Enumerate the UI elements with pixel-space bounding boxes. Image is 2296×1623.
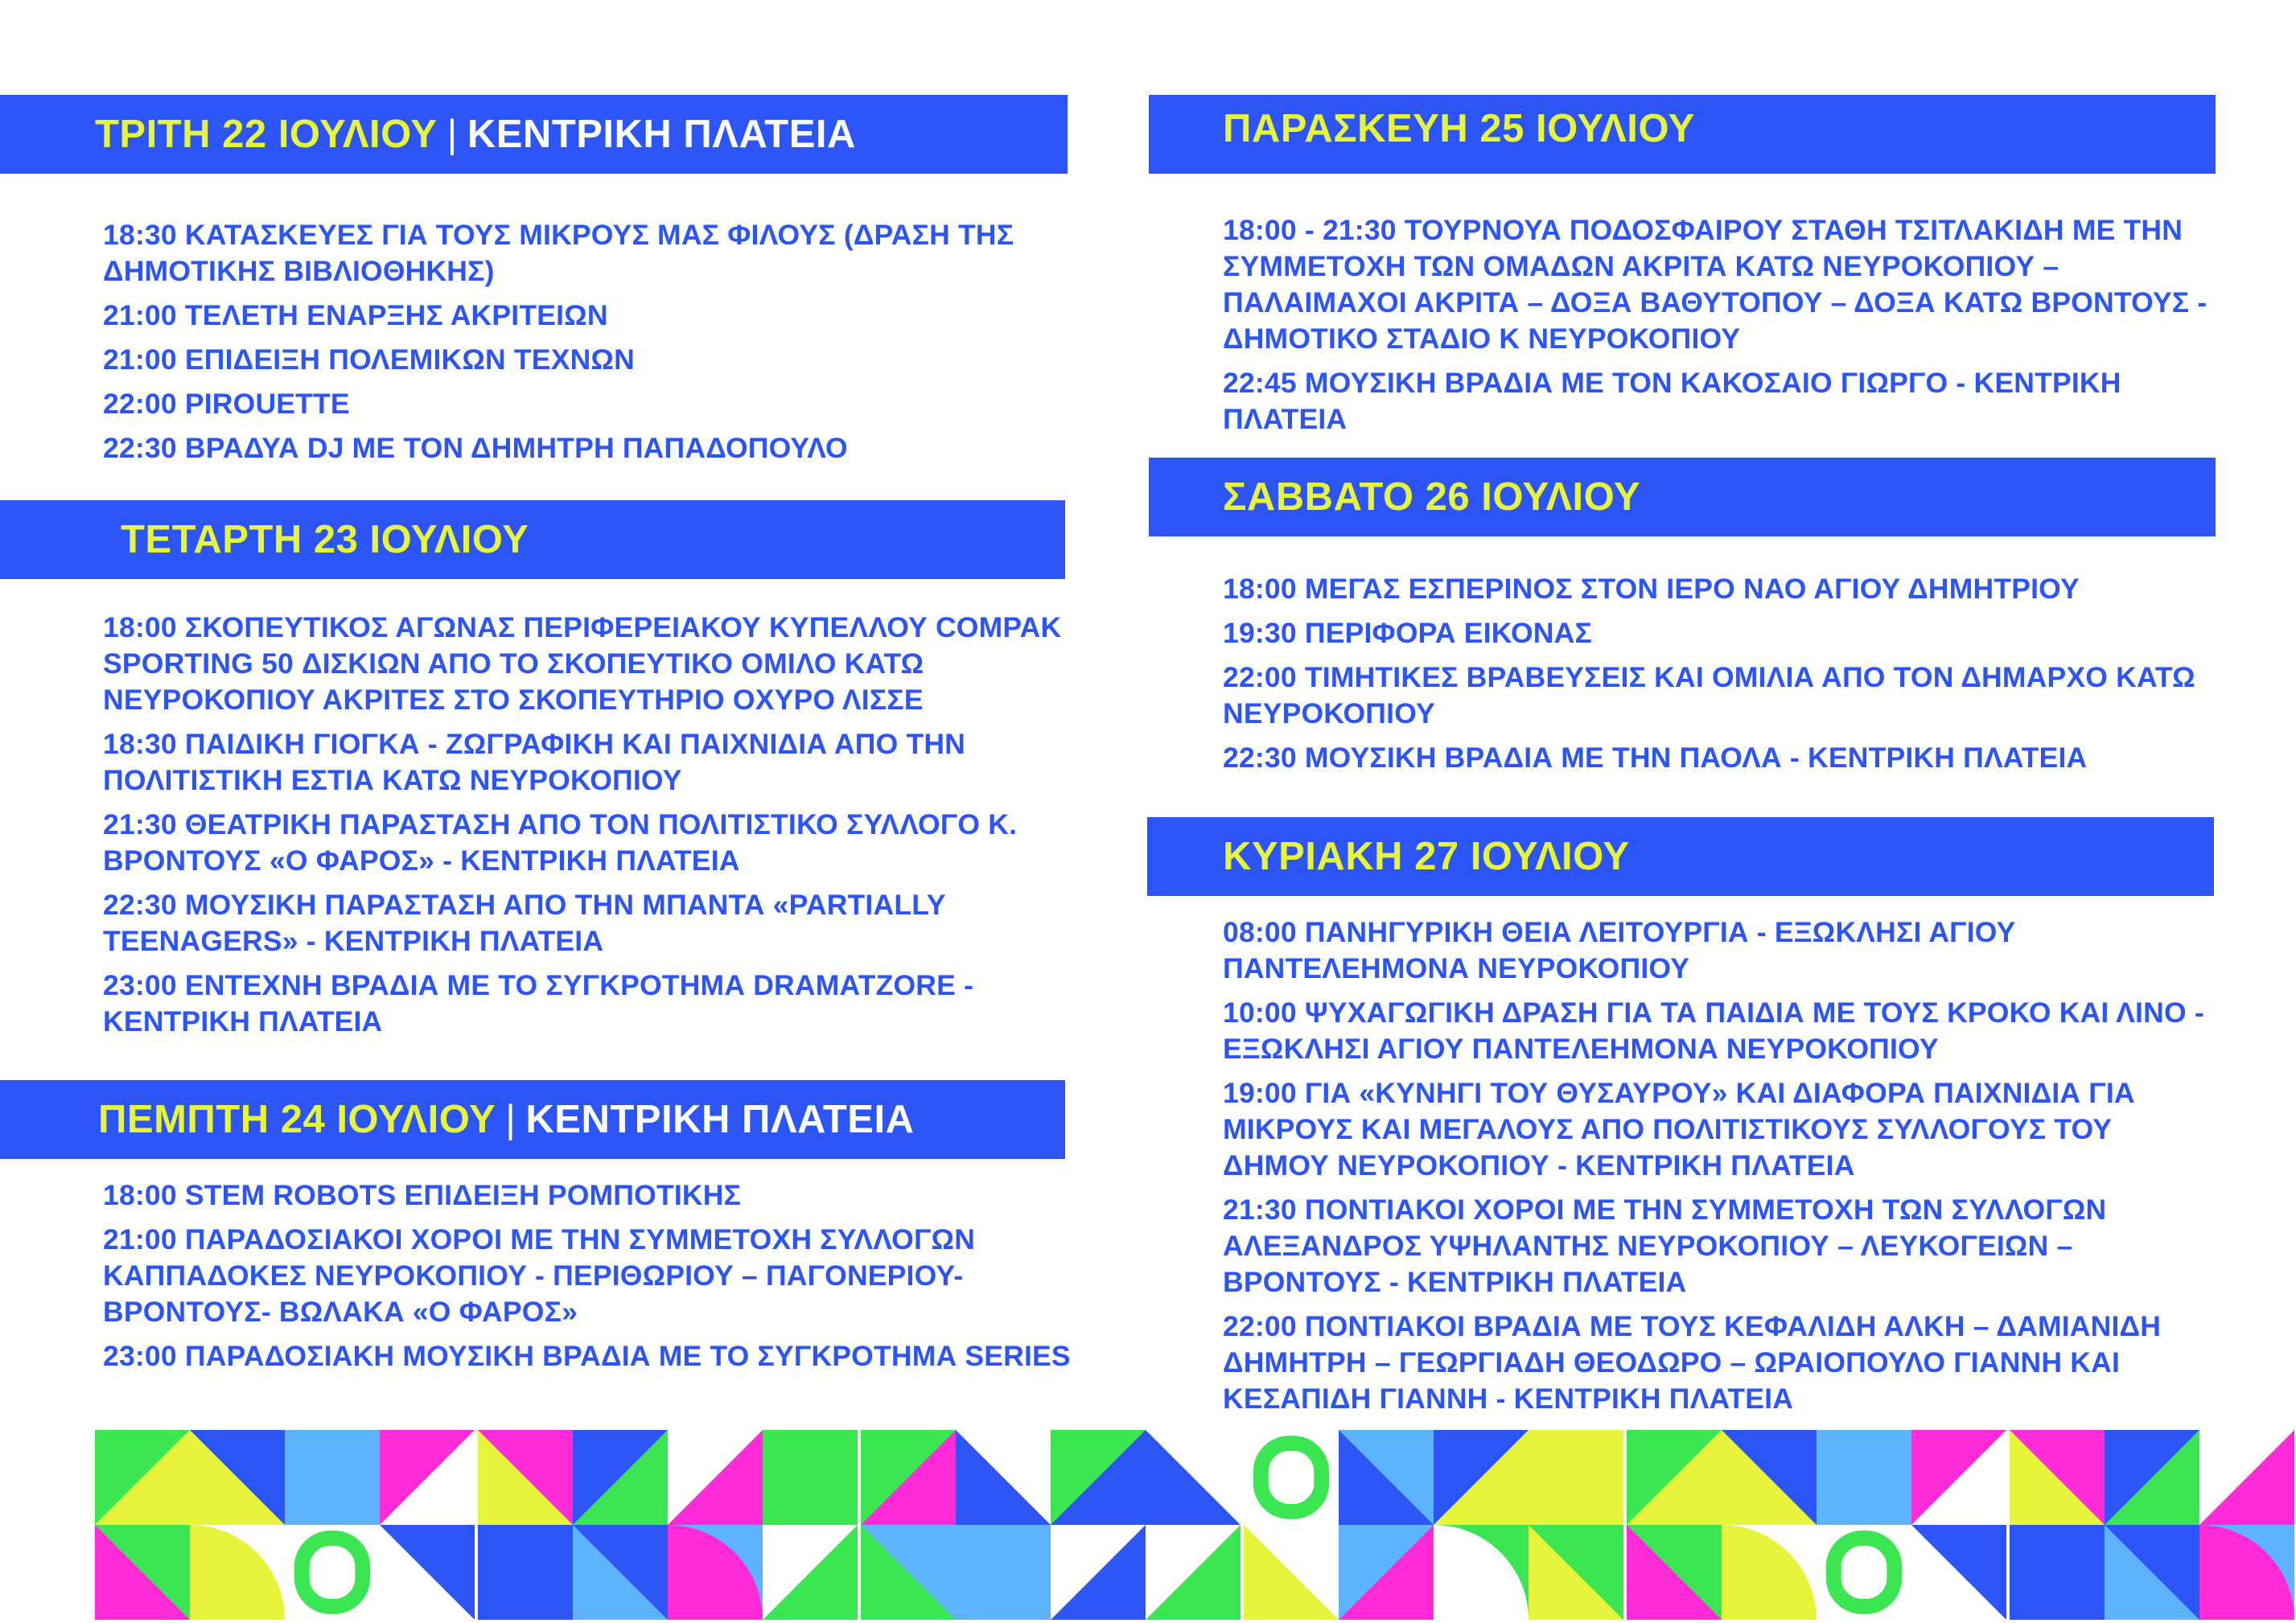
pattern-tile <box>285 1525 380 1620</box>
day-label: ΤΡΙΤΗ 22 ΙΟΥΛΙΟΥ <box>95 113 438 156</box>
pattern-tile <box>478 1430 573 1525</box>
pattern-tile <box>1722 1430 1817 1525</box>
list-item: 08:00 ΠΑΝΗΓΥΡΙΚΗ ΘΕΙΑ ΛΕΙΤΟΥΡΓΙΑ - ΕΞΩΚΛΗΣΙ ΑΓΙΟΥ ΠΑΝΤΕΛΕΗΜΟΝΑ ΝΕΥΡΟΚΟΠΙΟΥ <box>1223 916 2016 984</box>
pattern-tile <box>1339 1430 1434 1525</box>
list-item: 18:00 ΣΚΟΠΕΥΤΙΚΟΣ ΑΓΩΝΑΣ ΠΕΡΙΦΕΡΕΙΑΚΟΥ ΚΥΠΕΛΛΟΥ COMPAK SPORTING 50 ΔΙΣΚΙΩΝ ΑΠΟ ΤΟ ΣΚΟΠΕΥΤΙΚΟ ΟΜΙΛΟ ΚΑΤΩ ΝΕΥΡΟΚΟΠΙΟΥ ΑΚΡΙΤΕΣ ΣΤΟ ΣΚΟΠΕΥΤΗΡΙΟ ΟΧΥΡΟ ΛΙΣΣΕ <box>103 611 1062 716</box>
list-item: 21:30 ΘΕΑΤΡΙΚΗ ΠΑΡΑΣΤΑΣΗ ΑΠΟ ΤΟΝ ΠΟΛΙΤΙΣΤΙΚΟ ΣΥΛΛΟΓΟ Κ. ΒΡΟΝΤΟΥΣ «Ο ΦΑΡΟΣ» - ΚΕΝΤΡΙΚΗ ΠΛΑΤΕΙΑ <box>103 808 1018 877</box>
day-header-thursday <box>0 1080 1065 1159</box>
pattern-tile <box>2105 1525 2199 1620</box>
pattern-tile <box>573 1525 668 1620</box>
list-item: 21:00 ΤΕΛΕΤΗ ΕΝΑΡΞΗΣ ΑΚΡΙΤΕΙΩΝ <box>103 299 608 331</box>
list-item: 10:00 ΨΥΧΑΓΩΓΙΚΗ ΔΡΑΣΗ ΓΙΑ ΤΑ ΠΑΙΔΙΑ ΜΕ ΤΟΥΣ ΚΡΟΚΟ ΚΑΙ ΛΙΝΟ - ΕΞΩΚΛΗΣΙ ΑΓΙΟΥ ΠΑΝΤΕΛΕΗΜΟΝΑ ΝΕΥΡΟΚΟΠΙΟΥ <box>1223 996 2204 1065</box>
pattern-tile <box>2010 1525 2105 1620</box>
pattern-tile <box>1051 1430 1146 1525</box>
venue-label: ΚΕΝΤΡΙΚΗ ΠΛΑΤΕΙΑ <box>525 1098 915 1141</box>
pattern-tile <box>1722 1525 1817 1620</box>
list-item: 22:00 ΠΟΝΤΙΑΚΟΙ ΒΡΑΔΙΑ ΜΕ ΤΟΥΣ ΚΕΦΑΛΙΔΗ ΑΛΚΗ – ΔΑΜΙΑΝΙΔΗ ΔΗΜΗΤΡΗ – ΓΕΩΡΓΙΑΔΗ ΘΕΟΔΩΡΟ – ΩΡΑΙΟΠΟΥΛΟ ΓΙΑΝΝΗ ΚΑΙ ΚΕΣΑΠΙΔΗ ΓΙΑΝΝΗ - ΚΕΝΤΡΙΚΗ ΠΛΑΤΕΙΑ <box>1223 1310 2162 1415</box>
list-item: 22:30 ΜΟΥΣΙΚΗ ΒΡΑΔΙΑ ΜΕ ΤΗΝ ΠΑΟΛΑ - ΚΕΝΤΡΙΚΗ ΠΛΑΤΕΙΑ <box>1223 742 2088 774</box>
pattern-tile <box>478 1525 573 1620</box>
pattern-tile <box>2105 1430 2199 1525</box>
pattern-tile <box>95 1430 190 1525</box>
day-label: ΤΕΤΑΡΤΗ 23 ΙΟΥΛΙΟΥ <box>121 518 529 561</box>
list-item: 21:00 ΠΑΡΑΔΟΣΙΑΚΟΙ ΧΟΡΟΙ ΜΕ ΤΗΝ ΣΥΜΜΕΤΟΧΗ ΣΥΛΛΟΓΩΝ ΚΑΠΠΑΔΟΚΕΣ ΝΕΥΡΟΚΟΠΙΟΥ - ΠΕΡΙΘΩΡΙΟΥ – ΠΑΓΟΝΕΡΙΟΥ- ΒΡΟΝΤΟΥΣ- ΒΩΛΑΚΑ «Ο ΦΑΡΟΣ» <box>103 1223 976 1328</box>
day-label: ΠΑΡΑΣΚΕΥΗ 25 ΙΟΥΛΙΟΥ <box>1223 107 1695 150</box>
pattern-tile <box>1146 1430 1241 1525</box>
pattern-tile <box>956 1430 1051 1525</box>
event-list-tuesday <box>103 217 1068 475</box>
header-separator: | <box>446 113 458 156</box>
list-item: 21:30 ΠΟΝΤΙΑΚΟΙ ΧΟΡΟΙ ΜΕ ΤΗΝ ΣΥΜΜΕΤΟΧΗ ΤΩΝ ΣΥΛΛΟΓΩΝ ΑΛΕΞΑΝΔΡΟΣ ΥΨΗΛΑΝΤΗΣ ΝΕΥΡΟΚΟΠΙΟΥ – ΛΕΥΚΟΓΕΙΩΝ – ΒΡΟΝΤΟΥΣ - ΚΕΝΤΡΙΚΗ ΠΛΑΤΕΙΑ <box>1223 1194 2107 1298</box>
pattern-tile <box>1244 1525 1339 1620</box>
day-header-friday <box>1149 95 2216 174</box>
pattern-tile <box>1817 1525 1911 1620</box>
pattern-tile <box>190 1525 285 1620</box>
list-item: 22:30 ΒΡΑΔΥΑ DJ ΜΕ ΤΟΝ ΔΗΜΗΤΡΗ ΠΑΠΑΔΟΠΟΥΛΟ <box>103 432 848 464</box>
pattern-tile <box>1529 1525 1623 1620</box>
list-item: 18:00 ΜΕΓΑΣ ΕΣΠΕΡΙΝΟΣ ΣΤΟΝ ΙΕΡΟ ΝΑΟ ΑΓΙΟΥ ΔΗΜΗΤΡΙΟΥ <box>1223 573 2080 605</box>
pattern-tile <box>1339 1525 1434 1620</box>
pattern-tile <box>1244 1430 1339 1525</box>
day-label: ΚΥΡΙΑΚΗ 27 ΙΟΥΛΙΟΥ <box>1223 835 1630 878</box>
pattern-tile <box>2010 1430 2105 1525</box>
pattern-tile <box>763 1525 858 1620</box>
header-separator: | <box>505 1098 516 1141</box>
pattern-tile <box>1146 1525 1241 1620</box>
pattern-tile <box>2199 1430 2294 1525</box>
geometric-pattern-footer <box>0 1430 2296 1623</box>
pattern-tile <box>1434 1525 1529 1620</box>
day-header-sunday <box>1147 817 2214 896</box>
list-item: 18:30 ΚΑΤΑΣΚΕΥΕΣ ΓΙΑ ΤΟΥΣ ΜΙΚΡΟΥΣ ΜΑΣ ΦΙΛΟΥΣ (ΔΡΑΣΗ ΤΗΣ ΔΗΜΟΤΙΚΗΣ ΒΙΒΛΙΟΘΗΚΗΣ) <box>103 219 1014 287</box>
event-list-saturday <box>1223 571 2220 784</box>
pattern-tile <box>573 1430 668 1525</box>
pattern-tile <box>861 1525 956 1620</box>
pattern-tile <box>668 1430 763 1525</box>
pattern-tile <box>380 1430 475 1525</box>
event-list-friday <box>1223 212 2220 446</box>
list-item: 18:30 ΠΑΙΔΙΚΗ ΓΙΟΓΚΑ - ΖΩΓΡΑΦΙΚΗ ΚΑΙ ΠΑΙΧΝΙΔΙΑ ΑΠΟ ΤΗΝ ΠΟΛΙΤΙΣΤΙΚΗ ΕΣΤΙΑ ΚΑΤΩ ΝΕΥΡΟΚΟΠΙΟΥ <box>103 728 966 796</box>
pattern-tile <box>861 1430 956 1525</box>
list-item: 21:00 ΕΠΙΔΕΙΞΗ ΠΟΛΕΜΙΚΩΝ ΤΕΧΝΩΝ <box>103 343 635 376</box>
pattern-tile <box>956 1525 1051 1620</box>
pattern-tile <box>1627 1430 1722 1525</box>
day-header-saturday <box>1149 458 2216 536</box>
pattern-tile <box>380 1525 475 1620</box>
event-list-thursday <box>103 1177 1092 1383</box>
list-item: 19:00 ΓΙΑ «ΚΥΝΗΓΙ ΤΟΥ ΘΥΣΑΥΡΟΥ» ΚΑΙ ΔΙΑΦΟΡΑ ΠΑΙΧΝΙΔΙΑ ΓΙΑ ΜΙΚΡΟΥΣ ΚΑΙ ΜΕΓΑΛΟΥΣ ΑΠΟ ΠΟΛΙΤΙΣΤΙΚΟΥΣ ΣΥΛΛΟΓΟΥΣ ΤΟΥ ΔΗΜΟΥ ΝΕΥΡΟΚΟΠΙΟΥ - ΚΕΝΤΡΙΚΗ ΠΛΑΤΕΙΑ <box>1223 1077 2135 1181</box>
list-item: 22:30 ΜΟΥΣΙΚΗ ΠΑΡΑΣΤΑΣΗ ΑΠΟ ΤΗΝ ΜΠΑΝΤΑ «PARTIALLY TEENAGERS» - ΚΕΝΤΡΙΚΗ ΠΛΑΤΕΙΑ <box>103 889 946 957</box>
day-label: ΠΕΜΠΤΗ 24 ΙΟΥΛΙΟΥ <box>98 1098 496 1141</box>
day-label: ΣΑΒΒΑΤΟ 26 ΙΟΥΛΙΟΥ <box>1223 475 1641 519</box>
day-header-tuesday <box>0 95 1068 174</box>
event-list-wednesday <box>103 610 1084 1048</box>
pattern-tile <box>763 1430 858 1525</box>
venue-label: ΚΕΝΤΡΙΚΗ ΠΛΑΤΕΙΑ <box>467 113 856 156</box>
list-item: 22:45 ΜΟΥΣΙΚΗ ΒΡΑΔΙΑ ΜΕ ΤΟΝ ΚΑΚΟΣΑΙΟ ΓΙΩΡΓΟ - ΚΕΝΤΡΙΚΗ ΠΛΑΤΕΙΑ <box>1223 367 2121 435</box>
pattern-tile <box>1817 1430 1911 1525</box>
day-header-wednesday <box>0 500 1065 579</box>
list-item: 22:00 PIROUETTE <box>103 388 350 420</box>
pattern-tile <box>1911 1430 2006 1525</box>
list-item: 23:00 ΕΝΤΕΧΝΗ ΒΡΑΔΙΑ ΜΕ ΤΟ ΣΥΓΚΡΟΤΗΜΑ DRAMATZORE - ΚΕΝΤΡΙΚΗ ΠΛΑΤΕΙΑ <box>103 969 974 1037</box>
pattern-tile <box>1627 1525 1722 1620</box>
list-item: 18:00 - 21:30 ΤΟΥΡΝΟΥΑ ΠΟΔΟΣΦΑΙΡΟΥ ΣΤΑΘΗ ΤΣΙΤΛΑΚΙΔΗ ΜΕ ΤΗΝ ΣΥΜΜΕΤΟΧΗ ΤΩΝ ΟΜΑΔΩΝ ΑΚΡΙΤΑ ΚΑΤΩ ΝΕΥΡΟΚΟΠΙΟΥ – ΠΑΛΑΙΜΑΧΟΙ ΑΚΡΙΤΑ – ΔΟΞΑ ΒΑΘΥΤΟΠΟΥ – ΔΟΞΑ ΚΑΤΩ ΒΡΟΝΤΟΥΣ - ΔΗΜΟΤΙΚΟ ΣΤΑΔΙΟ Κ ΝΕΥΡΟΚΟΠΙΟΥ <box>1223 214 2208 355</box>
pattern-tile <box>190 1430 285 1525</box>
list-item: 23:00 ΠΑΡΑΔΟΣΙΑΚΗ ΜΟΥΣΙΚΗ ΒΡΑΔΙΑ ΜΕ ΤΟ ΣΥΓΚΡΟΤΗΜΑ SERIES <box>103 1340 1071 1372</box>
event-list-sunday <box>1223 914 2220 1425</box>
list-item: 22:00 ΤΙΜΗΤΙΚΕΣ ΒΡΑΒΕΥΣΕΙΣ ΚΑΙ ΟΜΙΛΙΑ ΑΠΟ ΤΟΝ ΔΗΜΑΡΧΟ ΚΑΤΩ ΝΕΥΡΟΚΟΠΙΟΥ <box>1223 661 2195 729</box>
pattern-tile <box>1051 1525 1146 1620</box>
list-item: 18:00 STEM ROBOTS ΕΠΙΔΕΙΞΗ ΡΟΜΠΟΤΙΚΗΣ <box>103 1179 742 1211</box>
pattern-tile <box>1911 1525 2006 1620</box>
pattern-tile <box>1529 1430 1623 1525</box>
pattern-tile <box>2199 1525 2294 1620</box>
pattern-tile <box>1434 1430 1529 1525</box>
list-item: 19:30 ΠΕΡΙΦΟΡΑ ΕΙΚΟΝΑΣ <box>1223 617 1592 649</box>
pattern-tile <box>285 1430 380 1525</box>
pattern-tile <box>668 1525 763 1620</box>
pattern-tile <box>95 1525 190 1620</box>
